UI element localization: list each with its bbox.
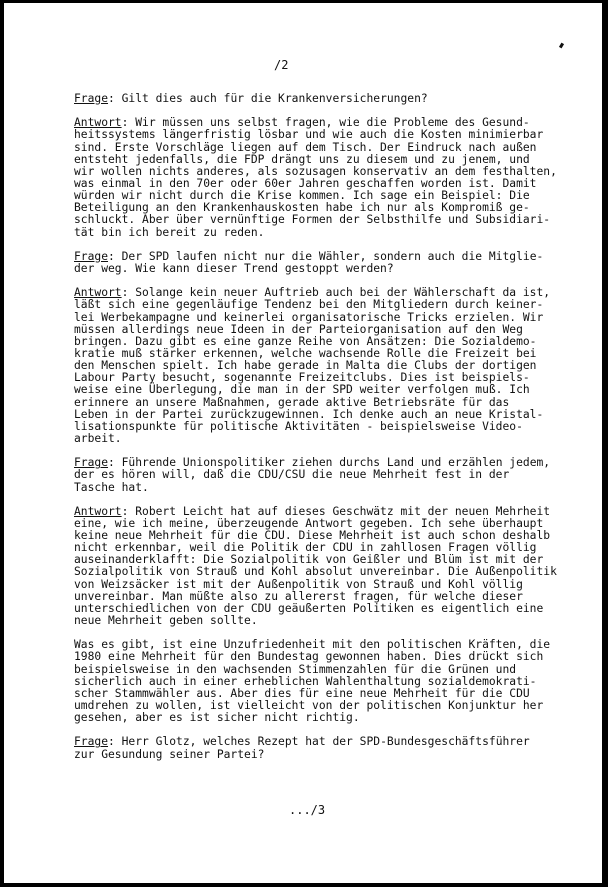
text-line: [74, 227, 586, 239]
line-text: umdrehen zu wollen, ist vielleicht von der politischen Konjunktur her: [74, 699, 544, 713]
antwort-label: Antwort: [74, 504, 122, 518]
line-text: erinnere an unsere Maßnahmen, gerade aktive Betriebsräte für das: [74, 395, 510, 409]
line-text: müssen allerdings neue Ideen in der Parteiorganisation auf den Weg: [74, 322, 523, 336]
line-text: von Weizsäcker ist mit der Außenpolitik von Strauß und Kohl völlig: [74, 577, 523, 591]
line-text: beispielsweise in den wachsenden Stimmenzahlen für die Grünen und: [74, 662, 517, 676]
line-text: tät bin ich bereit zu reden.: [74, 225, 265, 239]
ink-mark: [559, 43, 564, 49]
line-text: schluckt. Aber über vernünftige Formen der Selbsthilfe und Subsidiari-: [74, 213, 551, 227]
line-text: unvereinbar. Man müßte also zu allererst fragen, für welche dieser: [74, 589, 523, 603]
line-text: der es hören will, daß die CDU/CSU die neue Mehrheit fest in der: [74, 468, 510, 482]
text-line: [74, 615, 586, 627]
frage-paragraph: [74, 457, 586, 493]
line-text: den Menschen spielt. Ich habe gerade in Malta die Clubs der dortigen: [74, 359, 537, 373]
line-text: keine neue Mehrheit für die CDU. Diese Mehrheit ist auch schon deshalb: [74, 529, 551, 543]
line-text: was einmal in den 70er oder 60er Jahren geschaffen worden ist. Damit: [74, 176, 537, 190]
frage-label: Frage: [74, 456, 109, 470]
text-line: [74, 421, 586, 433]
line-text: : Führende Unionspolitiker ziehen durchs Land und erzählen jedem,: [108, 456, 551, 470]
line-text: unterschiedlichen von der CDU geäußerten Politiken es eigentlich eine: [74, 601, 544, 615]
frage-label: Frage: [74, 249, 109, 263]
line-text: Leben in der Partei zurückzugewinnen. Ich denke auch an neue Kristal-: [74, 407, 544, 421]
text-line: [74, 482, 586, 494]
line-text: Tasche hat.: [74, 480, 149, 494]
antwort-label: Antwort: [74, 116, 122, 130]
line-text: läßt sich eine gegenläufige Tendenz bei den Mitgliedern durch keiner-: [74, 298, 544, 312]
frage-label: Frage: [74, 92, 109, 105]
text-line: [74, 712, 586, 724]
antwort-label: Antwort: [74, 286, 122, 300]
frage-paragraph: [74, 736, 586, 760]
line-text: neue Mehrheit geben sollte.: [74, 614, 258, 628]
line-text: Was es gibt, ist eine Unzufriedenheit mit den politischen Kräften, die: [74, 638, 551, 652]
line-text: Beteiligung an den Krankenhauskosten habe ich nur als Kompromiß ge-: [74, 201, 530, 215]
line-text: : Robert Leicht hat auf dieses Geschwätz mit der neuen Mehrheit: [121, 504, 551, 518]
continuation-marker: .../3: [289, 803, 326, 817]
line-text: gesehen, aber es ist sicher nicht richtig.: [74, 711, 360, 725]
line-text: arbeit.: [74, 431, 122, 445]
text-line: [74, 93, 586, 105]
document-page: [4, 3, 602, 883]
line-text: : Der SPD laufen nicht nur die Wähler, sondern auch die Mitglie-: [108, 249, 544, 263]
line-text: Sozialpolitik von Strauß und Kohl absolut unvereinbar. Die Außenpolitik: [74, 565, 557, 579]
frage-paragraph: [74, 251, 586, 275]
document-body: [74, 93, 586, 761]
line-text: nicht erkennbar, weil die Politik der CDU in zahllosen Fragen völlig: [74, 541, 537, 555]
antwort-paragraph: [74, 506, 586, 627]
line-text: auseinanderklafft: Die Sozialpolitik von Geißler und Blüm ist mit der: [74, 553, 544, 567]
text-line: [74, 469, 586, 481]
line-text: : Herr Glotz, welches Rezept hat der SPD-Bundesgeschäftsführer: [108, 735, 530, 749]
antwort-paragraph: [74, 117, 586, 238]
line-text: heitssystems längerfristig lösbar und wie auch die Kosten minimierbar: [74, 128, 544, 142]
line-text: der weg. Wie kann dieser Trend gestoppt werden?: [74, 261, 394, 275]
line-text: entsteht jedenfalls, die FDP drängt uns zu diesem und zu jenem, und: [74, 152, 530, 166]
line-text: zur Gesundung seiner Partei?: [74, 747, 265, 761]
frage-paragraph: [74, 93, 586, 105]
line-text: eine, wie ich meine, überzeugende Antwort gegeben. Ich sehe überhaupt: [74, 516, 544, 530]
line-text: kratie muß stärker erkennen, welche wachsende Rolle die Freizeit bei: [74, 346, 537, 360]
text-line: [74, 433, 586, 445]
line-text: bringen. Dazu gibt es eine ganze Reihe von Ansätzen: Die Sozialdemo-: [74, 334, 537, 348]
line-text: 1980 eine Mehrheit für den Bundestag gewonnen haben. Dies drückt sich: [74, 650, 544, 664]
text-paragraph: [74, 639, 586, 724]
line-text: lei Werbekampagne und keinerlei organisatorische Tricks erzielen. Wir: [74, 310, 544, 324]
line-text: weise eine Überlegung, die man in der SPD weiter verfolgen muß. Ich: [74, 383, 530, 397]
antwort-paragraph: [74, 287, 586, 445]
line-text: sind. Erste Vorschläge liegen auf dem Tisch. Der Eindruck nach außen: [74, 140, 537, 154]
line-text: : Wir müssen uns selbst fragen, wie die Probleme des Gesund-: [121, 116, 530, 130]
text-line: [74, 263, 586, 275]
line-text: scher Stammwähler aus. Aber dies für eine neue Mehrheit für die CDU: [74, 686, 530, 700]
line-text: Labour Party besucht, sogenannte Freizeitclubs. Dies ist beispiels-: [74, 371, 530, 385]
line-text: lisationspunkte für politische Aktivitäten - beispielsweise Video-: [74, 419, 523, 433]
page-number: /2: [274, 58, 289, 72]
line-text: : Gilt dies auch für die Krankenversicherungen?: [108, 92, 428, 105]
line-text: sicherlich auch in einer erheblichen Wahlenthaltung sozialdemokrati-: [74, 674, 537, 688]
line-text: wir wollen nichts anderes, als sozusagen konservativ an dem festhalten,: [74, 164, 557, 178]
frage-label: Frage: [74, 735, 109, 749]
text-line: [74, 749, 586, 761]
line-text: würden wir nicht durch die Krise kommen. Ich sage ein Beispiel: Die: [74, 189, 530, 203]
line-text: : Solange kein neuer Auftrieb auch bei der Wählerschaft da ist,: [121, 286, 551, 300]
